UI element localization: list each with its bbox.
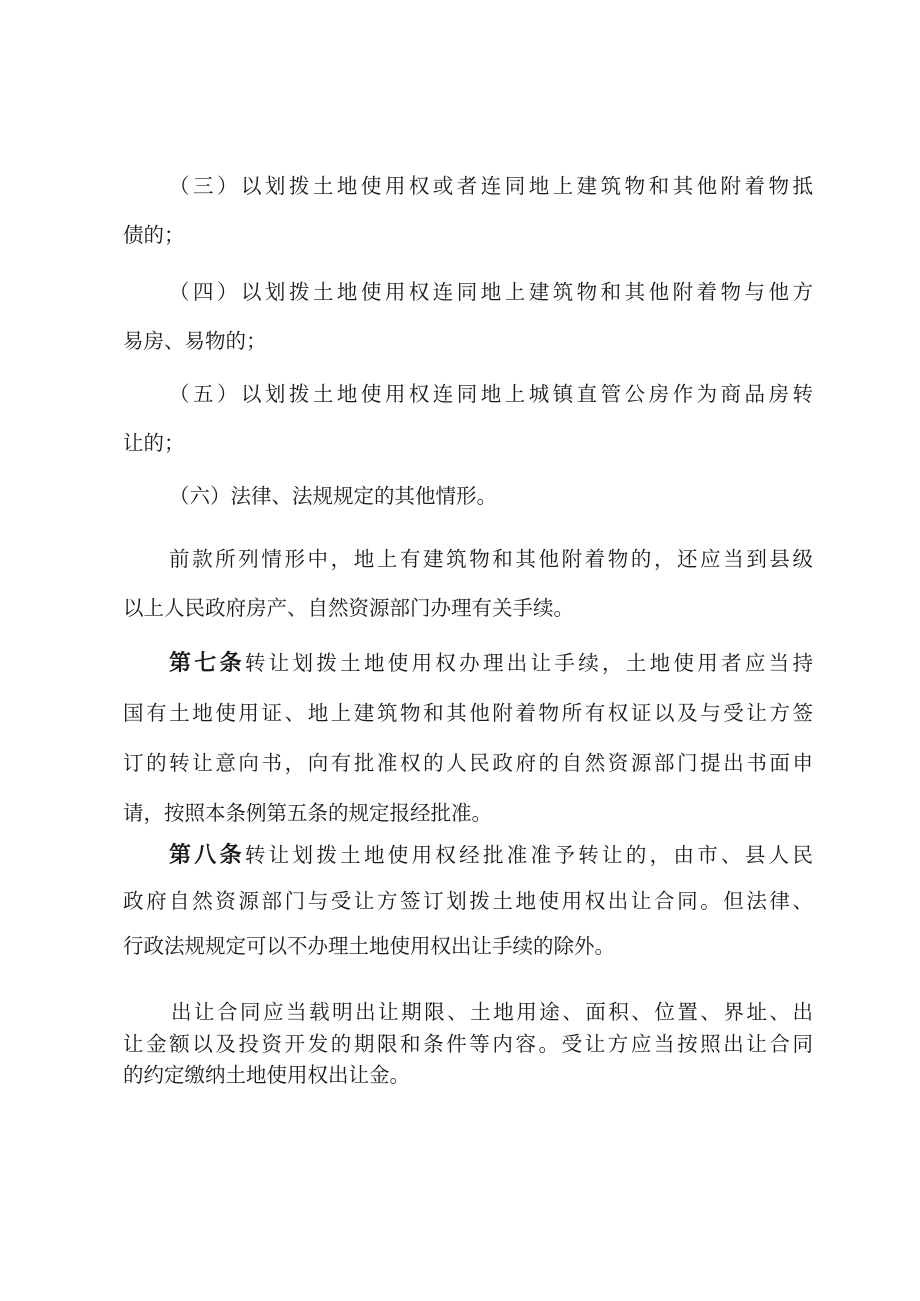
- text-line: 请，按照本条例第五条的规定报经批准。: [123, 801, 492, 825]
- article-heading: 第八条: [169, 843, 245, 868]
- text-line: 行政法规规定可以不办理土地使用权出让手续的除外。: [123, 934, 615, 958]
- text-line: 政府自然资源部门与受让方签订划拨土地使用权出让合同。但法律、: [123, 889, 813, 913]
- text-line: 让金额以及投资开发的期限和条件等内容。受让方应当按照出让合同: [123, 1032, 813, 1056]
- text-line: 订的转让意向书，向有批准权的人民政府的自然资源部门提出书面申: [123, 751, 813, 775]
- text-line: 出让合同应当载明出让期限、土地用途、面积、位置、界址、出: [171, 1000, 813, 1024]
- article-heading: 第七条: [169, 651, 245, 676]
- text-line: [123, 837, 813, 874]
- paragraph-item-3: [123, 168, 813, 254]
- text-line: 让的；: [123, 431, 185, 455]
- paragraph-item-4: [123, 274, 813, 360]
- text-line: 易房、易物的；: [123, 329, 267, 353]
- paragraph-article-7: [123, 645, 813, 832]
- paragraph-item-6: [123, 478, 813, 515]
- text-line: [123, 645, 813, 682]
- paragraph-note: [123, 541, 813, 627]
- text-fragment: 转让划拨土地使用权办理出让手续，土地使用者应当持: [244, 651, 813, 675]
- text-line: 的约定缴纳土地使用权出让金。: [123, 1063, 410, 1087]
- text-line: （四）以划拨土地使用权连同地上建筑物和其他附着物与他方: [169, 280, 813, 304]
- paragraph-item-5: [123, 376, 813, 462]
- text-line: 前款所列情形中，地上有建筑物和其他附着物的，还应当到县级: [169, 547, 813, 571]
- text-line: （五）以划拨土地使用权连同地上城镇直管公房作为商品房转: [169, 382, 813, 406]
- paragraph-article-8: [123, 837, 813, 965]
- text-fragment: 转让划拨土地使用权经批准准予转让的，由市、县人民: [244, 843, 813, 867]
- text-line: 债的；: [123, 223, 185, 247]
- text-line: 国有土地使用证、地上建筑物和其他附着物所有权证以及与受让方签: [123, 701, 813, 725]
- text-line: （六）法律、法规规定的其他情形。: [169, 484, 497, 508]
- paragraph-contract: [123, 994, 813, 1094]
- text-line: （三）以划拨土地使用权或者连同地上建筑物和其他附着物抵: [169, 174, 813, 198]
- text-line: 以上人民政府房产、自然资源部门办理有关手续。: [123, 596, 574, 620]
